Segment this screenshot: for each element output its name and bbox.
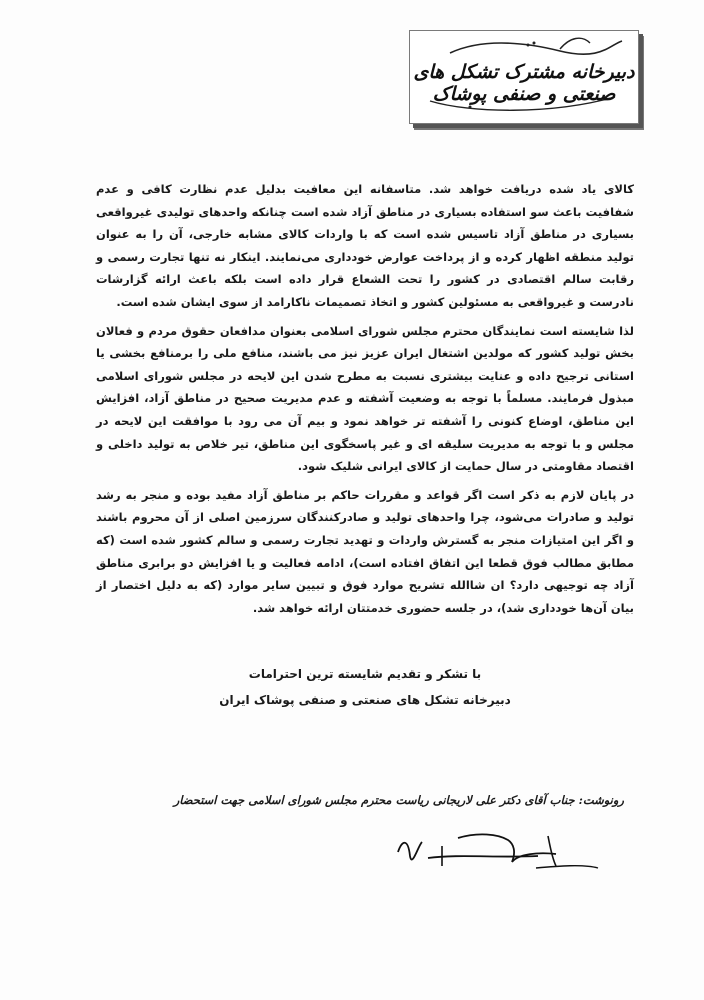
letterhead-title: دبیرخانه مشترک تشکل های صنعتی و صنفی پوشاک	[413, 61, 635, 105]
signature-icon	[388, 822, 608, 882]
letterhead-logo	[409, 30, 639, 124]
body-paragraph-3: در پایان لازم به ذکر است اگر قواعد و مقررات حاکم بر مناطق آزاد مفید بوده و منجر به رشد تولید و صادرات می‌شود، چرا واحدهای تولید و صادرکنندگان سرزمین اصلی از آن محروم باشند و اگر این امتیازات منجر به گسترش واردات و تهدید تجارت رسمی و سالم کشور شده است (که مطابق مطالب فوق قطعا این اتفاق افتاده است)، ادامه فعالیت و یا افزایش دو برابری مناطق آزاد چه توجیهی دارد؟ ان شاالله تشریح موارد فوق و تبیین سایر موارد (که به دلیل اختصار از بیان آن‌ها خودداری شد)، در جلسه حضوری خدمتتان ارائه خواهد شد.	[96, 487, 634, 615]
body-paragraph-1: کالای یاد شده دریافت خواهد شد. متاسفانه این معافیت بدلیل عدم نظارت کافی و عدم شفافیت باعث سو استفاده بسیاری در مناطق آزاد شده است چنانکه واحدهای تولیدی غیرواقعی بسیاری در مناطق آزاد تاسیس شده است که با واردات کالای مشابه خارجی، آن را به عنوان تولید منطقه اظهار کرده و از پرداخت عوارض خودداری می‌نمایند. اینکار نه تنها تجارت رسمی و رقابت سالم اقتصادی در کشور را تحت الشعاع قرار داده است بلکه باعث ارائه گزارشات نادرست و غیرواقعی به مسئولین کشور و اتخاذ تصمیمات ناکارامد از سوی ایشان شده است.	[96, 182, 634, 309]
closing-regards: با تشکر و تقدیم شایسته ترین احترامات	[248, 667, 482, 681]
letter-body	[96, 178, 634, 625]
body-paragraph-2: لذا شایسته است نمایندگان محترم مجلس شورای اسلامی بعنوان مدافعان حقوق مردم و فعالان بخش تولید کشور که مولدین اشتغال ایران عزیز نیز می باشند، منافع ملی را برمنافع بخشی یا استانی ترجیح داده و عنایت بیشتری نسبت به مطرح شدن این لایحه در مجلس شورای اسلامی مبذول فرمایند. مسلماً با توجه به وضعیت آشفته و عدم مدیریت صحیح در مناطق آزاد، افزایش این مناطق، اوضاع کنونی را آشفته تر خواهد نمود و بیم آن می رود با موافقت این لایحه در مجلس و با توجه به مدیریت سلیقه ای و غیر پاسخگوی این مناطق، تیر خلاص به تولید داخلی و اقتصاد مقاومتی در سال حمایت از کالای ایرانی شلیک شود.	[96, 323, 634, 474]
cc-line: رونوشت: جناب آقای دکتر علی لاریجانی ریاست محترم مجلس شورای اسلامی جهت استحضار	[173, 793, 624, 807]
closing-sender: دبیرخانه تشکل های صنعتی و صنفی پوشاک ایران	[219, 693, 511, 707]
